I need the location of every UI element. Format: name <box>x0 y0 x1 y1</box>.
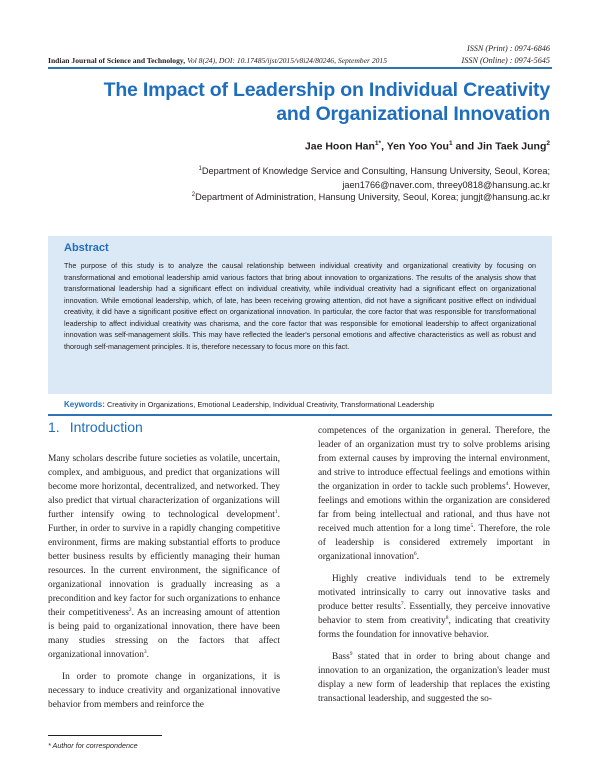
author-2: Yen Yoo You <box>386 140 449 153</box>
paragraph: In order to promote change in organizations, it is necessary to induce creativity and organizational innovative behavior from members and reinforce the <box>48 672 280 710</box>
body-text: Highly creative individuals tend to be extremely motivated intrinsically to carry out innovative tasks and produce better results <box>318 574 550 612</box>
affiliation-2 <box>70 188 550 204</box>
citation-ref: 2 <box>128 606 132 613</box>
citation-ref: 5 <box>470 522 474 529</box>
affiliation-1-mark: 1 <box>198 166 202 172</box>
keywords-text: Creativity in Organizations, Emotional Leadership, Individual Creativity, Transformational Leadership <box>106 400 435 409</box>
title-line-2: and Organizational Innovation <box>276 103 550 125</box>
author-3: Jin Taek Jung <box>477 140 547 153</box>
issn-online: ISSN (Online) : 0974-5645 <box>461 56 550 65</box>
body-text: competences of the organization in general. Therefore, the leader of an organization must try to solve problems arising from external causes by improving the internal environment, and strive to introduce effectual feelings and emotions within the organization in order to tackle such problems <box>318 426 550 492</box>
affiliation-1-line-2: jaen1766@naver.com, threey0818@hansung.ac.kr <box>342 180 550 191</box>
section-title: Introduction <box>69 419 143 435</box>
section-heading <box>48 419 143 435</box>
keywords <box>64 400 434 409</box>
body-column-right <box>318 424 550 706</box>
citation-ref: 8 <box>445 614 449 621</box>
affiliation-2-mark: 2 <box>191 192 196 198</box>
header-rule <box>48 67 552 69</box>
citation-ref: 6 <box>413 550 417 557</box>
section-number: 1. <box>48 419 60 435</box>
citation-ref: 4 <box>505 480 509 487</box>
author-2-mark: 1 <box>448 140 453 147</box>
body-text: Bass <box>332 652 350 662</box>
body-text: , indicating that creativity forms the foundation for innovative behavior. <box>318 616 551 640</box>
body-text: . However, feelings and emotions within the organization are considered far from being intellectual and rational, and thus have not received much attention for a long time <box>318 482 550 534</box>
paragraph <box>318 572 550 642</box>
body-text: stated that in order to bring about change and innovation to an organization, the organization's leader must display a new form of leadership that replaces the existing transactional leadership, and suggested the so- <box>318 652 550 704</box>
body-text: . As an increasing amount of attention is being paid to organizational innovation, there have been many studies stressing on the factors that affect organizational innovation <box>48 608 280 660</box>
citation-ref: 7 <box>400 600 404 607</box>
abstract-box <box>48 236 552 394</box>
paper-title <box>30 78 550 126</box>
body-text: Many scholars describe future societies as volatile, uncertain, complex, and ambiguous, and predict that organizations will become more horizontal, decentralized, and networked. They also predict that virtual characterization of organizations will further intensify owing to technological development <box>48 454 280 520</box>
paragraph <box>318 650 550 706</box>
keywords-label: Keywords: <box>64 400 105 409</box>
abstract-text: The purpose of this study is to analyze the causal relationship between individual creativity and organizational creativity by focusing on transformational and emotional leadership amid various factors that bring about innovation to organizations. The results of the analysis show that transformational leadership had a significant effect on individual creativity, while individual creativity had a significant effect on organizational innovation. While emotional leadership, which, of late, has been receiving growing attention, did not have a significant positive effect on individual creativity, it did have a significant positive effect on organizational innovation. In particular, the core factor that was responsible for transformational leadership to affect individual creativity was charisma, and the core factor that was responsible for emotional leadership to affect organizational innovation was self-management skills. This may have reflected the leader's personal emotions and affective characteristics as well as robust and thorough self-management principles. It is, therefore necessary to focus more on this fact. <box>64 261 536 351</box>
author-1-mark: 1* <box>374 140 382 147</box>
citation-ref: 3 <box>143 648 147 655</box>
author-separator: , <box>381 140 387 153</box>
journal-meta: Vol 8(24), DOI: 10.17485/ijst/2015/v8i24/80246, September 2015 <box>187 56 388 65</box>
footnote: * Author for correspondence <box>48 741 138 750</box>
keywords-rule <box>48 414 552 416</box>
citation-ref: 9 <box>349 650 353 657</box>
citation-ref: 1 <box>274 508 278 515</box>
affiliation-2-line-1: Department of Administration, Hansung University, Seoul, Korea; jungjt@hansung.ac.kr <box>195 192 550 203</box>
abstract-heading: Abstract <box>64 242 109 254</box>
title-line-1: The Impact of Leadership on Individual Creativity <box>103 79 550 101</box>
footnote-rule <box>48 735 162 736</box>
journal-citation <box>48 56 428 66</box>
author-3-mark: 2 <box>546 140 550 147</box>
body-column-left <box>48 452 280 712</box>
paragraph <box>48 452 280 662</box>
body-text: . Therefore, the role of leadership is considered extremely important in organizational innovation <box>318 524 550 562</box>
author-list <box>305 140 550 153</box>
author-separator: and <box>452 140 478 153</box>
issn-print: ISSN (Print) : 0974-6846 <box>466 44 550 53</box>
paragraph <box>318 424 550 564</box>
body-text: . Further, in order to survive in a rapidly changing competitive environment, firms are making substantial efforts to produce better business results by efficiently managing their human resources. In the current environment, the significance of organizational innovation is gradually increasing as a precondition and key factor for such organizations to enhance their competitiveness <box>48 510 280 618</box>
affiliation-1-line-1: Department of Knowledge Service and Consulting, Hansung University, Seoul, Korea; <box>201 166 550 177</box>
body-text: . <box>146 650 149 660</box>
journal-name: Indian Journal of Science and Technology, <box>48 56 186 65</box>
body-text: . Essentially, they perceive innovative behavior to stem from creativity <box>318 602 551 626</box>
author-1: Jae Hoon Han <box>304 140 375 153</box>
body-text: . <box>416 552 419 562</box>
